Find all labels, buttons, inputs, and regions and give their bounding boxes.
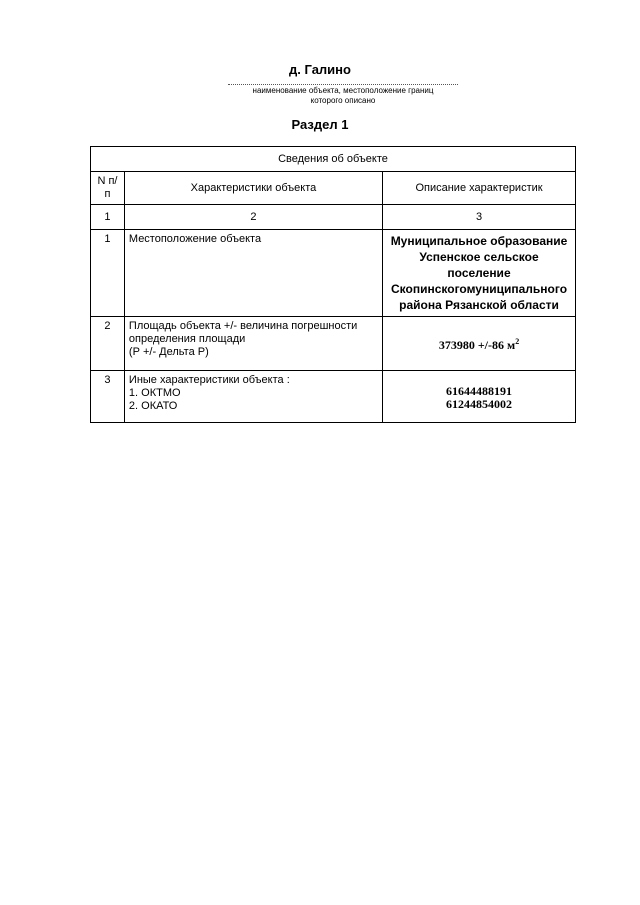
characteristic-line: 2. ОКАТО xyxy=(128,400,178,412)
title-caption xyxy=(228,86,458,106)
characteristic-line: Площадь объекта +/- величина погрешности xyxy=(128,320,358,332)
numbering-3: 3 xyxy=(383,205,576,230)
table-title: Сведения об объекте xyxy=(91,147,576,172)
row-characteristic xyxy=(124,317,382,371)
row-num: 1 xyxy=(91,230,125,317)
caption-line-1: наименование объекта, местоположение границ xyxy=(252,86,434,95)
header-description: Описание характеристик xyxy=(383,172,576,205)
row-description: Муниципальное образование Успенское сельское поселение Скопинскогомуниципального района Рязанской области xyxy=(383,230,576,317)
object-info-table xyxy=(90,146,576,423)
table-numbering-row xyxy=(91,205,576,230)
area-value: 373980 +/-86 м xyxy=(438,338,516,352)
okato-value: 61244854002 xyxy=(446,397,513,411)
table-header-row xyxy=(91,172,576,205)
area-unit-exponent: 2 xyxy=(515,337,520,346)
row-num: 3 xyxy=(91,371,125,423)
caption-line-2: которого описано xyxy=(310,96,376,105)
numbering-2: 2 xyxy=(124,205,382,230)
characteristic-line: 1. ОКТМО xyxy=(128,387,181,399)
document-title: д. Галино xyxy=(289,62,351,77)
row-characteristic xyxy=(124,371,382,423)
characteristic-line: Иные характеристики объекта : xyxy=(128,374,290,386)
header-num: N п/п xyxy=(91,172,125,205)
numbering-1: 1 xyxy=(91,205,125,230)
row-description xyxy=(383,371,576,423)
table-row xyxy=(91,371,576,423)
header-characteristic: Характеристики объекта xyxy=(124,172,382,205)
oktmo-value: 61644488191 xyxy=(446,384,513,398)
row-num: 2 xyxy=(91,317,125,371)
row-description xyxy=(383,317,576,371)
table-row xyxy=(91,230,576,317)
characteristic-line: (Р +/- Дельта Р) xyxy=(128,346,209,358)
table-row xyxy=(91,317,576,371)
characteristic-line: определения площади xyxy=(128,333,246,345)
table-title-row xyxy=(91,147,576,172)
title-underline xyxy=(228,84,458,85)
row-characteristic: Местоположение объекта xyxy=(124,230,382,317)
section-heading: Раздел 1 xyxy=(291,117,349,132)
